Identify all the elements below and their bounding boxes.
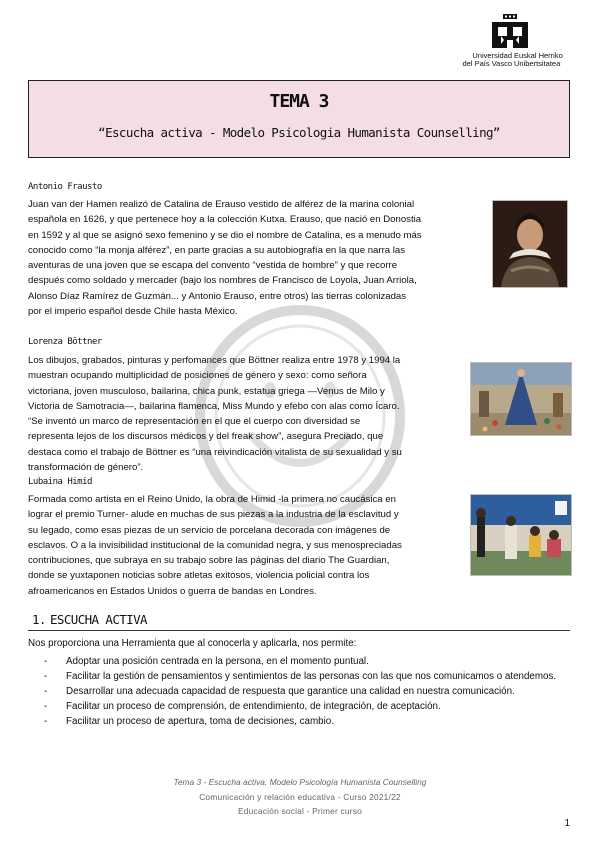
heading-number: 1.	[32, 612, 46, 627]
escucha-intro: Nos proporciona una Herramienta que al conocerla y aplicarla, nos permite:	[28, 638, 357, 649]
logo-text-es-line: Universidad	[472, 51, 512, 60]
text-line: transformación de género”.	[28, 462, 144, 474]
list-item: - Facilitar un proceso de apertura, toma de decisiones, cambio.	[44, 714, 574, 729]
section-body-lubaina	[28, 492, 460, 599]
list-item: - Facilitar un proceso de comprensión, de entendimiento, de integración, de aceptación.	[44, 699, 574, 714]
text-line: “Se inventó un marco de representación en el que el cuerpo con diversidad se	[28, 416, 361, 428]
list-item: - Desarrollar una adecuada capacidad de respuesta que garantice una calidad en nuestra comunicación.	[44, 684, 574, 699]
page-title: TEMA 3	[269, 91, 329, 112]
section-name-antonio: Antonio Frausto	[28, 182, 102, 192]
section-body-antonio	[28, 197, 480, 319]
section-name-lorenza: Lorenza Böttner	[28, 337, 102, 347]
text-line: después como soldado y mercader (bajo los nombres de Francisco de Loyola, Juan Arriola,	[28, 275, 417, 287]
list-item: - Facilitar la gestión de pensamientos y sentimientos de las personas con las que nos comunicamos o atendemos.	[44, 669, 574, 684]
artwork-lubaina-himid	[470, 494, 572, 576]
logo-text-es	[444, 52, 512, 68]
text-line: aventuras de una joven que se escapa del convento “vestida de hombre” y que recorre	[28, 260, 398, 272]
text-line: Alonso Díaz Ramírez de Guzmán... y Antonio Erauso, entre otros) las tierras colonizadas	[28, 290, 407, 302]
text-line: española en 1626, y que pertenece hoy a la colección Kutxa. Erauso, que nació en Donostia	[28, 214, 422, 226]
logo-text-eu-line: Euskal Herriko	[514, 51, 563, 60]
escucha-activa-heading	[32, 612, 147, 627]
portrait-catalina-erauso	[492, 200, 568, 288]
text-line: afroamericanos en Estados Unidos o guerra de bandas en Londres.	[28, 585, 317, 597]
title-box	[28, 80, 570, 158]
list-item: - Adoptar una posición centrada en la persona, en el momento puntual.	[44, 654, 574, 669]
text-line: Juan van der Hamen realizó de Catalina de Erauso vestido de alférez de la marina colonial	[28, 199, 415, 210]
text-line: muestran ocupando multiplicidad de posiciones de género y sexo: como señora	[28, 370, 367, 382]
text-line: Los dibujos, grabados, pinturas y perfomances que Böttner realiza entre 1978 y 1994 la	[28, 355, 401, 366]
section-name-lubaina: Lubaina Himid	[28, 477, 92, 487]
text-line: lograr el premio Turner- alude en muchas de sus piezas a la industria de la esclavitud y	[28, 509, 399, 521]
text-line: esclavos. O a la invisibilidad institucional de la comunidad negra, y sus menospreciadas	[28, 539, 402, 551]
text-line: victoriana, joven musculoso, bailarina, chica punk, estatua griega —Venus de Milo y	[28, 385, 385, 397]
page-subtitle: “Escucha activa - Modelo Psicologia Humanista Counselling”	[98, 125, 500, 140]
heading-text: ESCUCHA ACTIVA	[50, 612, 147, 627]
text-line: contribuciones, que subraya en su trabajo sobre las páginas del diario The Guardian,	[28, 555, 390, 567]
text-line: por el imperio español desde Chile hasta México.	[28, 306, 238, 318]
text-line: conocido como “la monja alférez”, en parte gracias a su autobiografía en la que narra las	[28, 244, 406, 256]
text-line: en 1592 y al que se asignó sexo femenino y se dio el nombre de Catalina, es a menudo más	[28, 229, 422, 241]
text-line: Formada como artista en el Reino Unido, la obra de Himid -la primera no caucásica en	[28, 494, 396, 505]
text-line: su legado, como esas piezas de un servicio de porcelana decorada con imágenes de	[28, 524, 391, 536]
footer-course: Comunicación y relación educativa - Curso 2021/22	[199, 792, 401, 802]
logo-text-eu-line: Unibertsitatea	[514, 59, 561, 68]
text-line: Victoria de Samotracia—, bailarina flamenca, Miss Mundo y efebo con alas como Ícaro.	[28, 400, 400, 412]
university-emblem-icon	[490, 14, 530, 50]
university-logo	[444, 14, 594, 74]
text-line: donde se yuxtaponen noticias sobre atletas exitosos, violencia policial contra los	[28, 570, 370, 582]
section-body-lorenza	[28, 353, 462, 475]
artwork-lorenza-bottner	[470, 362, 572, 436]
logo-text-eu	[514, 52, 592, 68]
escucha-bullet-list	[44, 654, 574, 729]
logo-text-es-line: del País Vasco	[462, 59, 512, 68]
footer-topic: Tema 3 - Escucha activa. Modelo Psicología Humanista Counselling	[173, 777, 427, 787]
page-number: 1	[564, 818, 570, 829]
text-line: destaca como el trabajo de Böttner es “una reivindicación vitalista de su sexualidad y su	[28, 446, 402, 458]
heading-divider	[28, 630, 570, 631]
text-line: representa lejos de los discursos médicos y del freak show”, asegura Preciado, que	[28, 431, 384, 443]
footer-degree: Educación social - Primer curso	[238, 806, 362, 816]
